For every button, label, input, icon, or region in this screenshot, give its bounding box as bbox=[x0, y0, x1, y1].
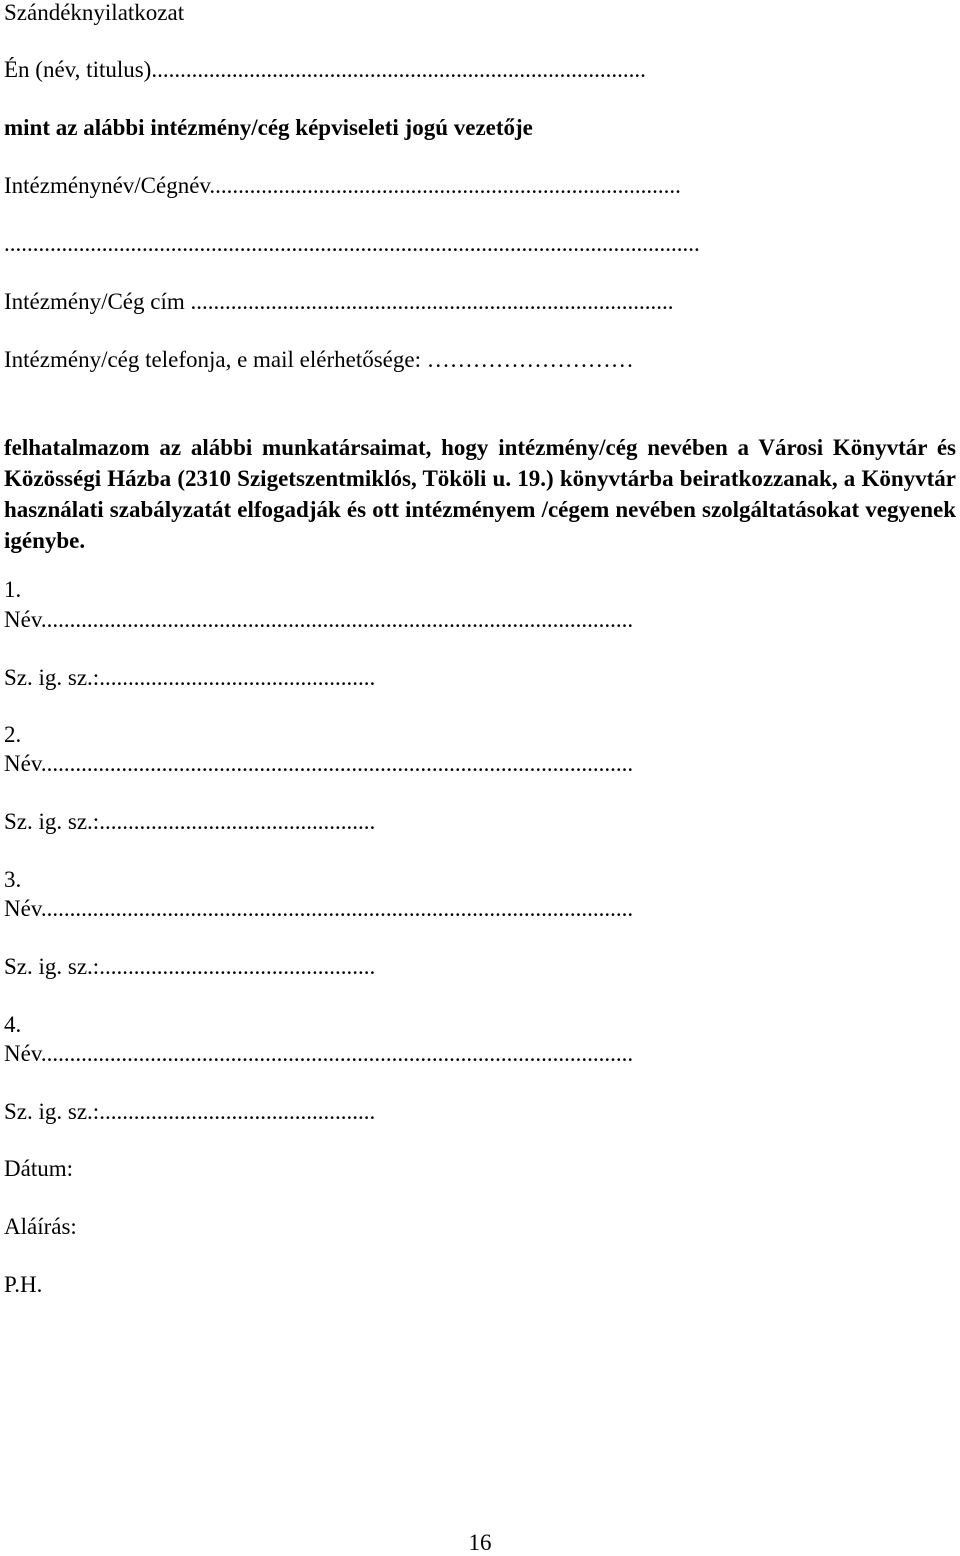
employee-1-name-field: Név....................................................................................................... bbox=[4, 607, 634, 632]
org-address-field: Intézmény/Cég cím .................................................................................... bbox=[4, 289, 674, 314]
date-label: Dátum: bbox=[4, 1156, 73, 1181]
employee-3-number: 3. bbox=[4, 867, 22, 892]
authorization-paragraph: felhatalmazom az alábbi munkatársaimat, hogy intézmény/cég nevében a Városi Könyvtár és Közösségi Házba (2310 Szigetszentmiklós, Tököli u. 19.) könyvtárba beiratkozzanak, a Könyvtár használati szabályzatát elfogadják és ott intézményem /cégem nevében szolgáltatásokat vegyenek igénybe. bbox=[4, 435, 956, 553]
name-title-field: Én (név, titulus)...................................................................................... bbox=[4, 57, 646, 82]
employee-1-number: 1. bbox=[4, 577, 22, 602]
employee-1-id-field: Sz. ig. sz.:................................................ bbox=[4, 665, 376, 690]
role-statement: mint az alábbi intézmény/cég képviseleti jogú vezetője bbox=[4, 115, 533, 140]
stamp-label: P.H. bbox=[4, 1272, 43, 1297]
signature-label: Aláírás: bbox=[4, 1214, 77, 1239]
employee-3-name-field: Név....................................................................................................... bbox=[4, 896, 634, 921]
org-name-field: Intézménynév/Cégnév.................................................................................. bbox=[4, 173, 681, 198]
org-name-continuation: ......................................................................................................................... bbox=[4, 231, 700, 256]
employee-2-name-field: Név....................................................................................................... bbox=[4, 751, 634, 776]
employee-2-number: 2. bbox=[4, 722, 22, 747]
org-contact-field: Intézmény/cég telefonja, e mail elérhetősége: ……………………… bbox=[4, 347, 634, 372]
employee-3-id-field: Sz. ig. sz.:................................................ bbox=[4, 954, 376, 979]
page-number: 16 bbox=[468, 1530, 492, 1555]
employee-2-id-field: Sz. ig. sz.:................................................ bbox=[4, 809, 376, 834]
document-title: Szándéknyilatkozat bbox=[4, 0, 185, 25]
employee-4-number: 4. bbox=[4, 1012, 22, 1037]
employee-4-id-field: Sz. ig. sz.:................................................ bbox=[4, 1099, 376, 1124]
employee-4-name-field: Név....................................................................................................... bbox=[4, 1041, 634, 1066]
